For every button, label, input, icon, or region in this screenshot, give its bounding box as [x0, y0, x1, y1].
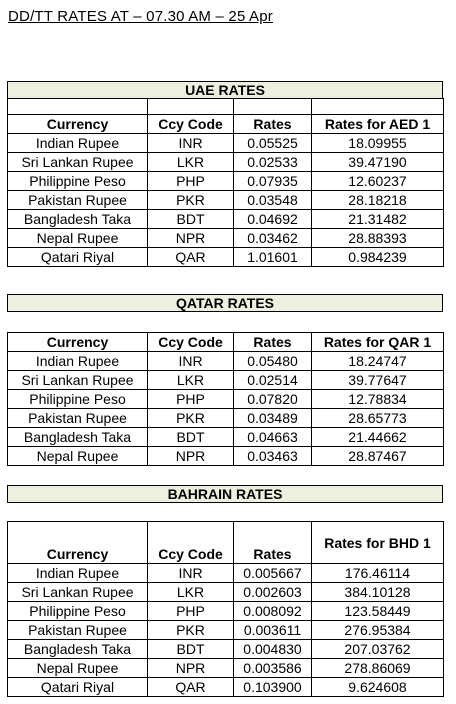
currency-cell: Sri Lankan Rupee [8, 583, 148, 602]
currency-cell: Nepal Rupee [8, 447, 148, 466]
rate-cell: 0.03462 [234, 229, 312, 248]
qatar-section-heading: QATAR RATES [7, 294, 443, 312]
inverse-rate-cell: 39.47190 [312, 153, 444, 172]
currency-cell: Bangladesh Taka [8, 640, 148, 659]
ccy-code-cell: BDT [148, 428, 234, 447]
ccy-code-cell: INR [148, 352, 234, 371]
currency-cell: Philippine Peso [8, 172, 148, 191]
table-row [8, 583, 444, 602]
inverse-rate-cell: 207.03762 [312, 640, 444, 659]
ccy-code-cell: PHP [148, 602, 234, 621]
ccy-code-cell: INR [148, 134, 234, 153]
ccy-code-cell: PKR [148, 191, 234, 210]
rates-header: Rates [234, 333, 312, 352]
rate-cell: 0.002603 [234, 583, 312, 602]
ccy-code-cell: LKR [148, 371, 234, 390]
inverse-rate-cell: 278.86069 [312, 659, 444, 678]
ccy-code-cell: PKR [148, 621, 234, 640]
currency-cell: Philippine Peso [8, 602, 148, 621]
currency-cell: Bangladesh Taka [8, 210, 148, 229]
ccy-code-cell: BDT [148, 210, 234, 229]
rate-cell: 0.03548 [234, 191, 312, 210]
currency-header: Currency [8, 522, 148, 564]
rate-cell: 0.02514 [234, 371, 312, 390]
table-row [8, 352, 444, 371]
table-row [8, 390, 444, 409]
table-row [8, 640, 444, 659]
inverse-rate-cell: 0.984239 [312, 248, 444, 267]
rate-cell: 0.005667 [234, 564, 312, 583]
currency-cell: Indian Rupee [8, 564, 148, 583]
currency-cell: Pakistan Rupee [8, 409, 148, 428]
table-row [8, 447, 444, 466]
table-header-row [8, 115, 444, 134]
currency-cell: Philippine Peso [8, 390, 148, 409]
table-row [8, 229, 444, 248]
rate-cell: 0.04692 [234, 210, 312, 229]
inverse-rate-cell: 28.65773 [312, 409, 444, 428]
currency-cell: Pakistan Rupee [8, 621, 148, 640]
inverse-rate-cell: 384.10128 [312, 583, 444, 602]
ccy-code-header: Ccy Code [148, 522, 234, 564]
table-row [8, 371, 444, 390]
table-row [8, 564, 444, 583]
table-row [8, 409, 444, 428]
inverse-rate-cell: 39.77647 [312, 371, 444, 390]
uae-rates-table [7, 98, 444, 267]
rates-header: Rates [234, 115, 312, 134]
currency-cell: Pakistan Rupee [8, 191, 148, 210]
rate-cell: 0.03463 [234, 447, 312, 466]
rate-cell: 0.07820 [234, 390, 312, 409]
inverse-rate-cell: 12.78834 [312, 390, 444, 409]
ccy-code-header: Ccy Code [148, 115, 234, 134]
currency-cell: Sri Lankan Rupee [8, 371, 148, 390]
rate-cell: 0.004830 [234, 640, 312, 659]
currency-cell: Nepal Rupee [8, 229, 148, 248]
inverse-rate-cell: 9.624608 [312, 678, 444, 697]
rate-cell: 0.003611 [234, 621, 312, 640]
ccy-code-cell: PHP [148, 172, 234, 191]
currency-header: Currency [8, 115, 148, 134]
table-row [8, 602, 444, 621]
ccy-code-cell: QAR [148, 678, 234, 697]
ccy-code-cell: NPR [148, 447, 234, 466]
rate-cell: 0.07935 [234, 172, 312, 191]
currency-cell: Qatari Riyal [8, 248, 148, 267]
rate-cell: 1.01601 [234, 248, 312, 267]
inverse-rate-cell: 18.09955 [312, 134, 444, 153]
inverse-rate-cell: 18.24747 [312, 352, 444, 371]
table-row [8, 134, 444, 153]
currency-cell: Nepal Rupee [8, 659, 148, 678]
currency-header: Currency [8, 333, 148, 352]
rate-cell: 0.008092 [234, 602, 312, 621]
table-spacer-row [8, 99, 444, 115]
inverse-rate-cell: 12.60237 [312, 172, 444, 191]
currency-cell: Indian Rupee [8, 134, 148, 153]
rates-for-qar-header: Rates for QAR 1 [312, 333, 444, 352]
table-row [8, 428, 444, 447]
table-row [8, 659, 444, 678]
uae-section-heading: UAE RATES [7, 81, 443, 99]
ccy-code-cell: QAR [148, 248, 234, 267]
page-title: DD/TT RATES AT – 07.30 AM – 25 Apr [8, 8, 273, 25]
rates-header: Rates [234, 522, 312, 564]
rates-for-bhd-header: Rates for BHD 1 [312, 522, 444, 564]
inverse-rate-cell: 276.95384 [312, 621, 444, 640]
ccy-code-cell: NPR [148, 659, 234, 678]
ccy-code-cell: LKR [148, 583, 234, 602]
inverse-rate-cell: 21.31482 [312, 210, 444, 229]
ccy-code-cell: PKR [148, 409, 234, 428]
ccy-code-header: Ccy Code [148, 333, 234, 352]
rates-for-aed-header: Rates for AED 1 [312, 115, 444, 134]
table-row [8, 210, 444, 229]
table-row [8, 248, 444, 267]
table-header-row [8, 333, 444, 352]
currency-cell: Indian Rupee [8, 352, 148, 371]
ccy-code-cell: LKR [148, 153, 234, 172]
currency-cell: Sri Lankan Rupee [8, 153, 148, 172]
inverse-rate-cell: 28.87467 [312, 447, 444, 466]
rate-cell: 0.03489 [234, 409, 312, 428]
table-row [8, 678, 444, 697]
inverse-rate-cell: 176.46114 [312, 564, 444, 583]
ccy-code-cell: BDT [148, 640, 234, 659]
ccy-code-cell: INR [148, 564, 234, 583]
ccy-code-cell: NPR [148, 229, 234, 248]
rate-cell: 0.02533 [234, 153, 312, 172]
inverse-rate-cell: 28.18218 [312, 191, 444, 210]
ccy-code-cell: PHP [148, 390, 234, 409]
rate-cell: 0.04663 [234, 428, 312, 447]
rate-cell: 0.003586 [234, 659, 312, 678]
bahrain-rates-table [7, 521, 444, 697]
table-row [8, 191, 444, 210]
inverse-rate-cell: 28.88393 [312, 229, 444, 248]
rate-cell: 0.103900 [234, 678, 312, 697]
table-row [8, 172, 444, 191]
table-row [8, 621, 444, 640]
qatar-rates-table [7, 332, 444, 466]
bahrain-section-heading: BAHRAIN RATES [7, 485, 443, 503]
currency-cell: Qatari Riyal [8, 678, 148, 697]
rate-cell: 0.05525 [234, 134, 312, 153]
inverse-rate-cell: 21.44662 [312, 428, 444, 447]
inverse-rate-cell: 123.58449 [312, 602, 444, 621]
table-row [8, 153, 444, 172]
rate-cell: 0.05480 [234, 352, 312, 371]
table-header-row [8, 522, 444, 564]
currency-cell: Bangladesh Taka [8, 428, 148, 447]
